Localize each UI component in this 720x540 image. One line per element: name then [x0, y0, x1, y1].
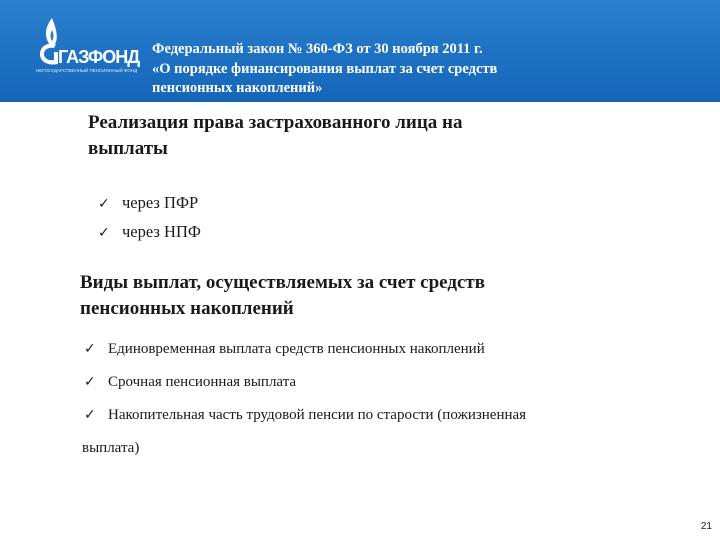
logo-wordmark: ГАЗФОНД — [58, 47, 140, 67]
check-icon: ✓ — [84, 374, 96, 390]
logo-subtitle: НЕГОСУДАРСТВЕННЫЙ ПЕНСИОННЫЙ ФОНД — [36, 68, 138, 73]
check-icon: ✓ — [98, 225, 110, 241]
gazfond-logo — [36, 16, 140, 76]
list-item — [84, 374, 296, 391]
section1-heading — [88, 110, 462, 162]
list-item-label: Срочная пенсионная выплата — [108, 374, 297, 390]
law-title-line-1: Федеральный закон № 360-ФЗ от 30 ноября 2011 г. — [152, 41, 483, 57]
law-title-line-3: пенсионных накоплений» — [152, 80, 323, 96]
check-icon: ✓ — [84, 407, 96, 423]
list-item — [84, 341, 485, 358]
page-number: 21 — [700, 521, 712, 532]
law-title-line-2: «О порядке финансирования выплат за счет средств — [152, 60, 498, 77]
section2-heading — [80, 270, 485, 322]
list-item-label: через ПФР — [122, 193, 199, 212]
section2-heading-line-2: пенсионных накоплений — [80, 298, 294, 319]
list-item — [98, 193, 198, 213]
list-item-label: через НПФ — [122, 222, 201, 241]
list-item-label: Единовременная выплата средств пенсионных накоплений — [108, 341, 485, 357]
section1-heading-line-2: выплаты — [88, 138, 168, 159]
list-item-continuation: выплата) — [82, 440, 140, 456]
check-icon: ✓ — [84, 341, 96, 357]
list-item-label: Накопительная часть трудовой пенсии по старости (пожизненная — [108, 407, 527, 423]
section2-heading-line-1: Виды выплат, осуществляемых за счет средств — [80, 272, 485, 293]
list-item — [98, 222, 201, 242]
law-title — [152, 40, 622, 99]
check-icon: ✓ — [98, 196, 110, 212]
header-banner — [0, 0, 720, 102]
list-item — [84, 407, 526, 424]
section1-heading-line-1: Реализация права застрахованного лица на — [88, 112, 463, 133]
